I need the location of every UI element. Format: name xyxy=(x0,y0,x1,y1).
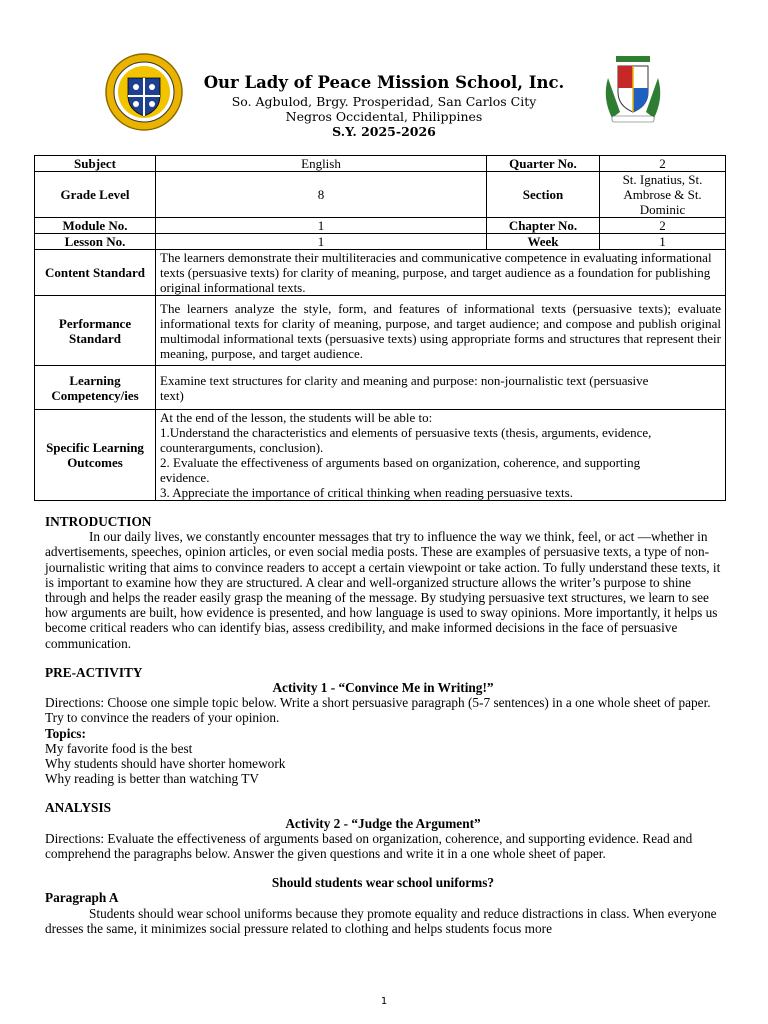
outcome-item: 3. Appreciate the importance of critical thinking when reading persuasive texts. xyxy=(160,485,573,500)
outcome-item: 1.Understand the characteristics and elements of persuasive texts (thesis, arguments, evidence, counterarguments, conclusion). xyxy=(160,425,652,455)
school-name: Our Lady of Peace Mission School, Inc. xyxy=(203,73,565,92)
introduction-heading: INTRODUCTION xyxy=(45,514,152,529)
lesson-value: 1 xyxy=(156,234,487,250)
learning-competency-label: Learning Competency/ies xyxy=(35,366,156,410)
module-value: 1 xyxy=(156,218,487,234)
diocese-crest-logo xyxy=(598,48,668,130)
chapter-label: Chapter No. xyxy=(487,218,600,234)
learning-competency-text: Examine text structures for clarity and meaning and purpose: non-journalistic text (persuasive text) xyxy=(156,366,726,410)
grade-label: Grade Level xyxy=(35,172,156,218)
section-label: Section xyxy=(487,172,600,218)
outcomes-intro: At the end of the lesson, the students will be able to: xyxy=(160,410,433,425)
paragraph-a-label: Paragraph A xyxy=(45,890,119,906)
section-value: St. Ignatius, St. Ambrose & St. Dominic xyxy=(600,172,726,218)
topic-item: Why reading is better than watching TV xyxy=(45,771,259,787)
learning-outcomes-cell xyxy=(156,410,726,501)
week-value: 1 xyxy=(600,234,726,250)
school-address-line2: Negros Occidental, Philippines xyxy=(285,109,483,124)
activity-2-title: Activity 2 - “Judge the Argument” xyxy=(285,815,481,831)
content-standard-text: The learners demonstrate their multiliteracies and communicative competence in evaluating informational texts (persuasive texts) for clarity of meaning, purpose, and target audience as a foundation for publishing original informational texts. xyxy=(156,250,726,296)
school-address-line1: So. Agbulod, Brgy. Prosperidad, San Carlos City xyxy=(231,94,537,109)
quarter-label: Quarter No. xyxy=(487,156,600,172)
paragraph-a-text: Students should wear school uniforms because they promote equality and reduce distractions in class. When everyone dresses the same, it minimizes social pressure related to clothing and helps students focus more xyxy=(45,905,717,936)
subject-value: English xyxy=(156,156,487,172)
document-header xyxy=(0,52,768,142)
subject-label: Subject xyxy=(35,156,156,172)
performance-standard-label: Performance Standard xyxy=(35,296,156,366)
week-label: Week xyxy=(487,234,600,250)
activity-1-title: Activity 1 - “Convince Me in Writing!” xyxy=(272,680,494,696)
lesson-label: Lesson No. xyxy=(35,234,156,250)
introduction-text: In our daily lives, we constantly encounter messages that try to influence the way we think, feel, or act —whether in advertisements, speeches, opinion articles, or even social media posts. These are examples of persuasive texts, a type of non-journalistic writing that aims to convince readers to accept a certain viewpoint or take action. To fully understand these texts, it is important to examine how they are structured. A clear and well-organized structure allows the writer’s purpose to shine through and helps the reader easily grasp the meaning of the message. By studying persuasive text structures, we learn to see how arguments are built, how evidence is presented, and how language is used to sway opinions. More importantly, it helps us become critical readers who can identify bias, assess credibility, and make informed decisions in the face of persuasive communication. xyxy=(45,529,721,651)
pre-activity-heading: PRE-ACTIVITY xyxy=(45,664,143,680)
topic-item: Why students should have shorter homework xyxy=(45,756,286,772)
module-label: Module No. xyxy=(35,218,156,234)
grade-value: 8 xyxy=(156,172,487,218)
activity-1-directions: Directions: Choose one simple topic below. Write a short persuasive paragraph (5-7 sentences) in a one whole sheet of paper. Try to convince the readers of your opinion. xyxy=(45,695,711,726)
activity-2-directions: Directions: Evaluate the effectiveness of arguments based on organization, coherence, and supporting evidence. Read and comprehend the paragraphs below. Answer the given questions and write it in a one whole sheet of paper. xyxy=(45,830,693,862)
lesson-body xyxy=(45,514,721,936)
question-title: Should students wear school uniforms? xyxy=(271,875,495,891)
quarter-value: 2 xyxy=(600,156,726,172)
school-year: S.Y. 2025-2026 xyxy=(332,124,436,139)
topic-item: My favorite food is the best xyxy=(45,740,193,756)
content-standard-label: Content Standard xyxy=(35,250,156,296)
analysis-heading: ANALYSIS xyxy=(45,800,112,816)
learning-outcomes-label: Specific Learning Outcomes xyxy=(35,410,156,501)
lesson-info-table xyxy=(34,155,726,501)
outcome-item: 2. Evaluate the effectiveness of arguments based on organization, coherence, and supporting evidence. xyxy=(160,455,641,485)
topics-label: Topics: xyxy=(45,725,86,741)
chapter-value: 2 xyxy=(600,218,726,234)
performance-standard-text: The learners analyze the style, form, and features of informational texts (persuasive texts); evaluate informational texts for clarity of meaning, purpose, and target audience; and compose and publish original multimodal informational texts (persuasive texts) using appropriate forms and structures that represent their meaning, purpose, and target audience. xyxy=(156,296,726,366)
page-number: 1 xyxy=(380,996,388,1007)
